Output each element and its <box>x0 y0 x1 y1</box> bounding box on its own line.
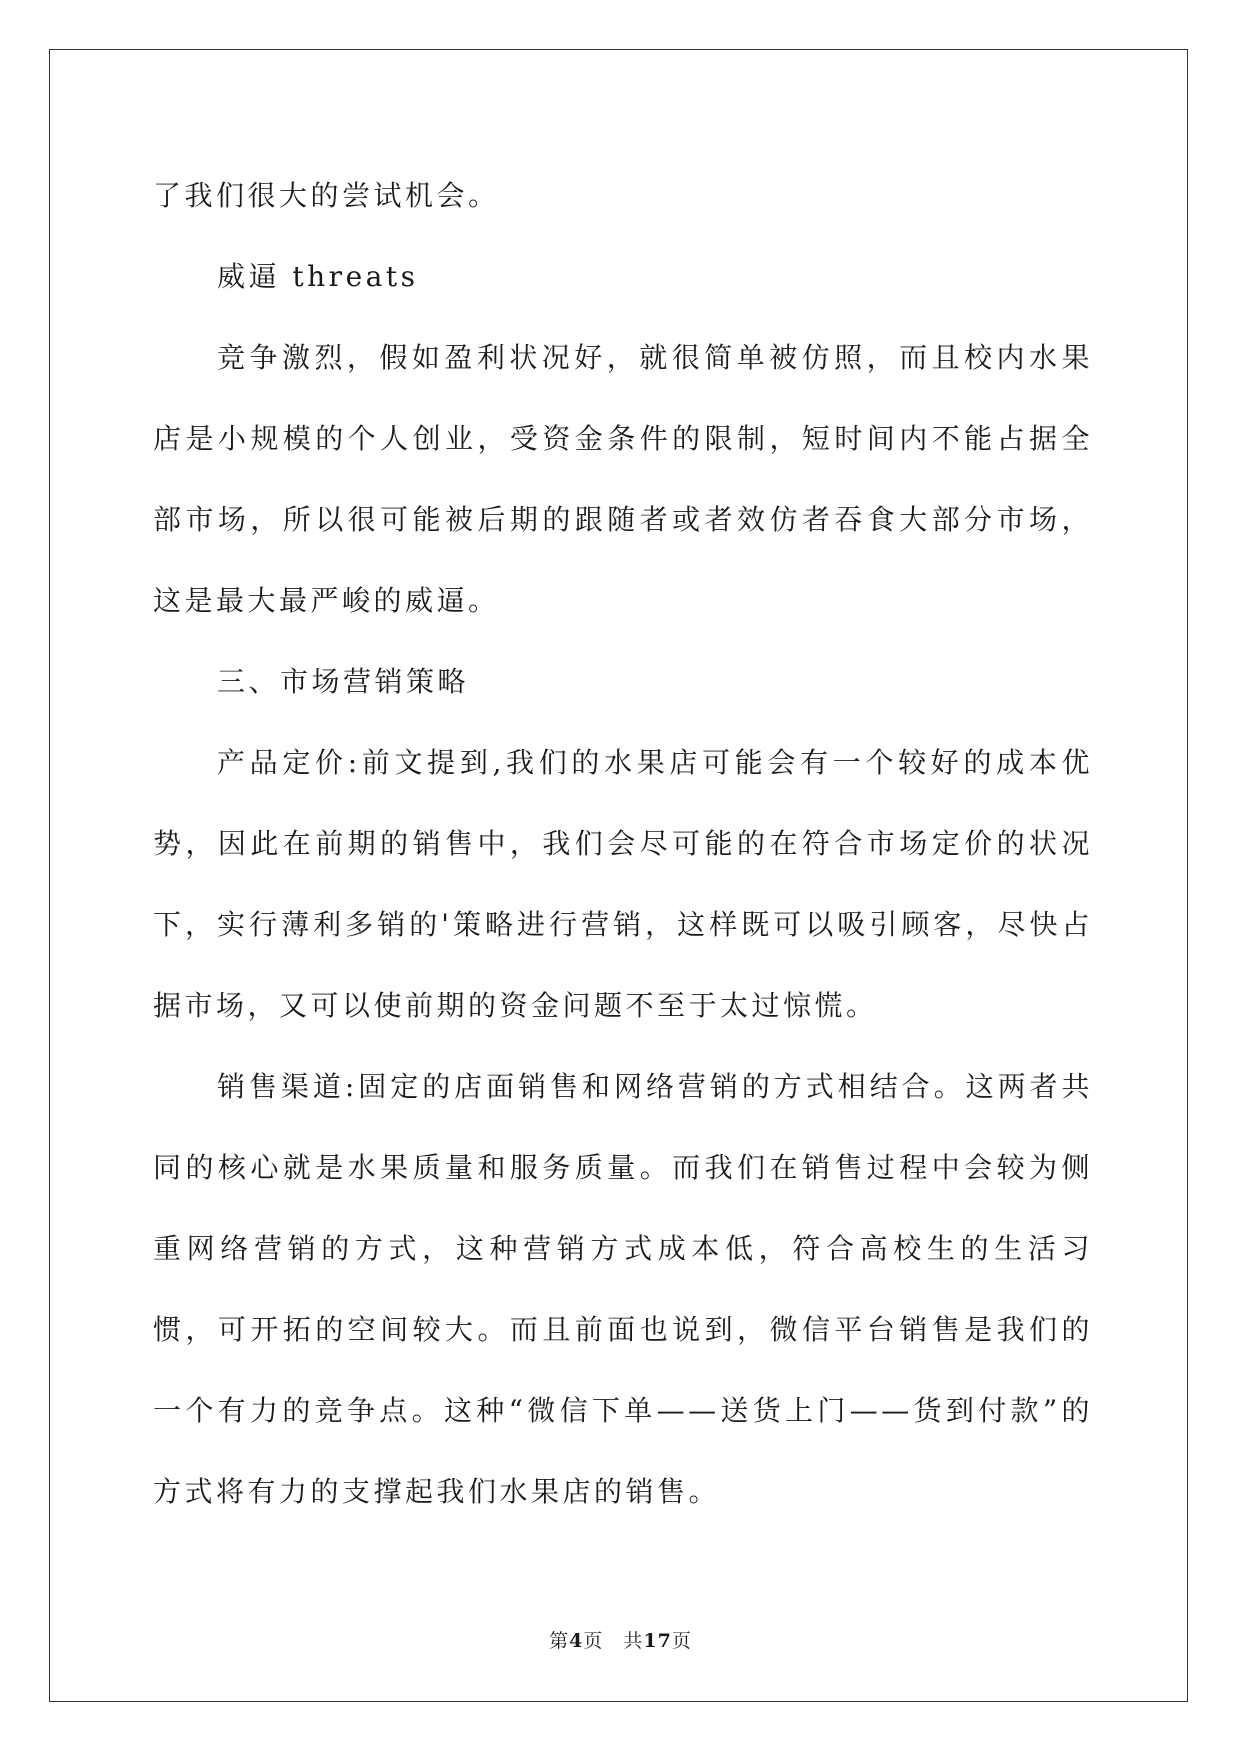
paragraph-2: 竞争激烈，假如盈利状况好，就很简单被仿照，而且校内水果店是小规模的个人创业，受资金条件的限制，短时间内不能占据全部市场，所以很可能被后期的跟随者或者效仿者吞食大部分市场，这是最大最严峻的威逼。 <box>153 341 1093 617</box>
total-prefix: 共 <box>623 1630 644 1652</box>
paragraph-5: 销售渠道:固定的店面销售和网络营销的方式相结合。这两者共同的核心就是水果质量和服务质量。而我们在销售过程中会较为侧重网络营销的方式，这种营销方式成本低，符合高校生的生活习惯，可开拓的空间较大。而且前面也说到，微信平台销售是我们的一个有力的竞争点。这种“微信下单——送货上门——货到付款”的方式将有力的支撑起我们水果店的销售。 <box>153 1070 1093 1508</box>
page-prefix: 第 <box>549 1630 570 1652</box>
page-number: 4 <box>569 1630 584 1652</box>
paragraph-1: 威逼 threats <box>217 260 419 293</box>
paragraph-0: 了我们很大的尝试机会。 <box>153 179 500 212</box>
document-body <box>153 155 1093 1532</box>
total-suffix: 页 <box>671 1630 692 1652</box>
total-pages: 17 <box>643 1630 672 1652</box>
paragraph-4: 产品定价:前文提到,我们的水果店可能会有一个较好的成本优势，因此在前期的销售中，我们会尽可能的在符合市场定价的状况下，实行薄利多销的'策略进行营销，这样既可以吸引顾客，尽快占据市场，又可以使前期的资金问题不至于太过惊慌。 <box>153 746 1093 1022</box>
page-footer <box>0 1626 1241 1653</box>
section-heading: 三、市场营销策略 <box>217 665 470 698</box>
page-suffix: 页 <box>583 1630 604 1652</box>
